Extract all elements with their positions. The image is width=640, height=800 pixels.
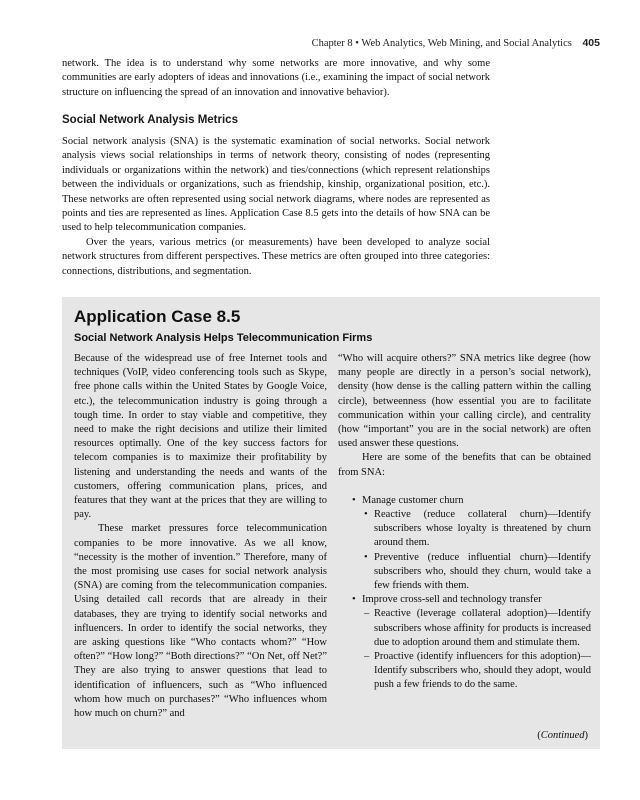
case-paragraph: Because of the widespread use of free Internet tools and techniques (VoIP, video conferencing tools such as Skype, free phone calls within the United States by Google Voice, etc.), the telecommunication industry is going through a tough time. In order to stay viable and competitive, they need to make the right decisions and utilize their limited resources optimally. One of the key success factors for telecom companies is to maximize their profitability by listening and understanding the needs and wants of the customers, offering communication plans, prices, and features that they want at the prices that they are willing to pay. xyxy=(74,353,327,521)
application-case-box xyxy=(62,297,600,749)
page-number: 405 xyxy=(582,37,600,49)
benefits-list xyxy=(338,494,591,693)
running-title: Chapter 8 • Web Analytics, Web Mining, and Social Analytics xyxy=(311,38,572,49)
case-paragraph: “Who will acquire others?” SNA metrics like degree (how many people are directly in a person’s social network), density (how dense is the calling pattern within the calling circle), betweenness (how essential you are to facilitate communication within your calling circle), and centrality (how “important” you are in the social network) are often used answer these questions. xyxy=(338,353,591,450)
list-subitem xyxy=(338,508,591,551)
case-right-column xyxy=(338,352,591,693)
section-heading: Social Network Analysis Metrics xyxy=(62,114,238,126)
list-item xyxy=(338,494,591,508)
case-left-column xyxy=(74,352,327,721)
list-subitem-text: Proactive (identify influencers for this adoption)—Identify subscribers who, should they adopt, would push a few friends to do the same. xyxy=(374,651,591,691)
case-paragraph: These market pressures force telecommunication companies to be more innovative. As we all know, “necessity is the mother of invention.” Therefore, many of the most promising use cases for social network analysis (SNA) are coming from the telecommunication companies. Using detailed call records that are already in their databases, they are trying to identify social networks and influencers. In order to identify the social networks, they are asking questions like “Who contacts whom?” “How often?” “How long?” “Both directions?” “On Net, off Net?” They are also trying to answer questions that lead to identification of influencers, such as “Who influenced whom how much on purchases?” “Who influences whom how much on churn?” and xyxy=(74,523,327,720)
section-paragraph: Social network analysis (SNA) is the systematic examination of social networks. Social network analysis views social relationships in terms of network theory, consisting of nodes (representing individuals or organizations within the network) and ties/connections (which represent relationships between the individuals or organizations, such as friendship, kinship, organizational position, etc.). These networks are often represented using social network diagrams, where nodes are represented as points and ties are represented as lines. Application Case 8.5 gets into the details of how SNA can be used to help telecommunication companies. xyxy=(62,136,490,234)
dash-icon: – xyxy=(364,651,370,663)
list-subitem-text: Reactive (reduce collateral churn)—Identify subscribers whose loyalty is threatened by churn around them. xyxy=(374,509,591,549)
bullet-icon: • xyxy=(352,494,356,506)
list-subitem xyxy=(338,551,591,594)
list-subitem-text: Reactive (leverage collateral adoption)—Identify subscribers whose affinity for products is increased due to adoption around them and stimulate them. xyxy=(374,608,591,648)
case-title: Application Case 8.5 xyxy=(74,307,241,326)
list-item-text: Improve cross-sell and technology transfer xyxy=(362,594,542,606)
continued-note: (Continued) xyxy=(537,730,588,741)
bullet-icon: • xyxy=(352,594,356,606)
case-paragraph: Here are some of the benefits that can be obtained from SNA: xyxy=(338,452,591,478)
continued-label: Continued xyxy=(540,730,585,741)
section-body xyxy=(62,135,490,279)
dash-icon: – xyxy=(364,608,370,620)
bullet-icon: • xyxy=(364,551,368,563)
case-subtitle: Social Network Analysis Helps Telecommunication Firms xyxy=(74,332,373,344)
list-subitem-text: Preventive (reduce influential churn)—Identify subscribers who, should they churn, would take a few friends with them. xyxy=(374,551,591,592)
list-item-text: Manage customer churn xyxy=(362,494,464,506)
list-subitem xyxy=(338,607,591,650)
intro-paragraph: network. The idea is to understand why some networks are more innovative, and why some communities are early adopters of ideas and innovations (i.e., examining the impact of social network structure on influencing the spread of an innovation and innovative behavior). xyxy=(62,58,490,98)
running-header xyxy=(0,37,600,49)
list-item xyxy=(338,593,591,607)
section-paragraph: Over the years, various metrics (or measurements) have been developed to analyze social network structures from different perspectives. These metrics are often grouped into three categories: connections, distributions, and segmentation. xyxy=(62,236,490,277)
list-subitem xyxy=(338,650,591,693)
bullet-icon: • xyxy=(364,509,368,521)
